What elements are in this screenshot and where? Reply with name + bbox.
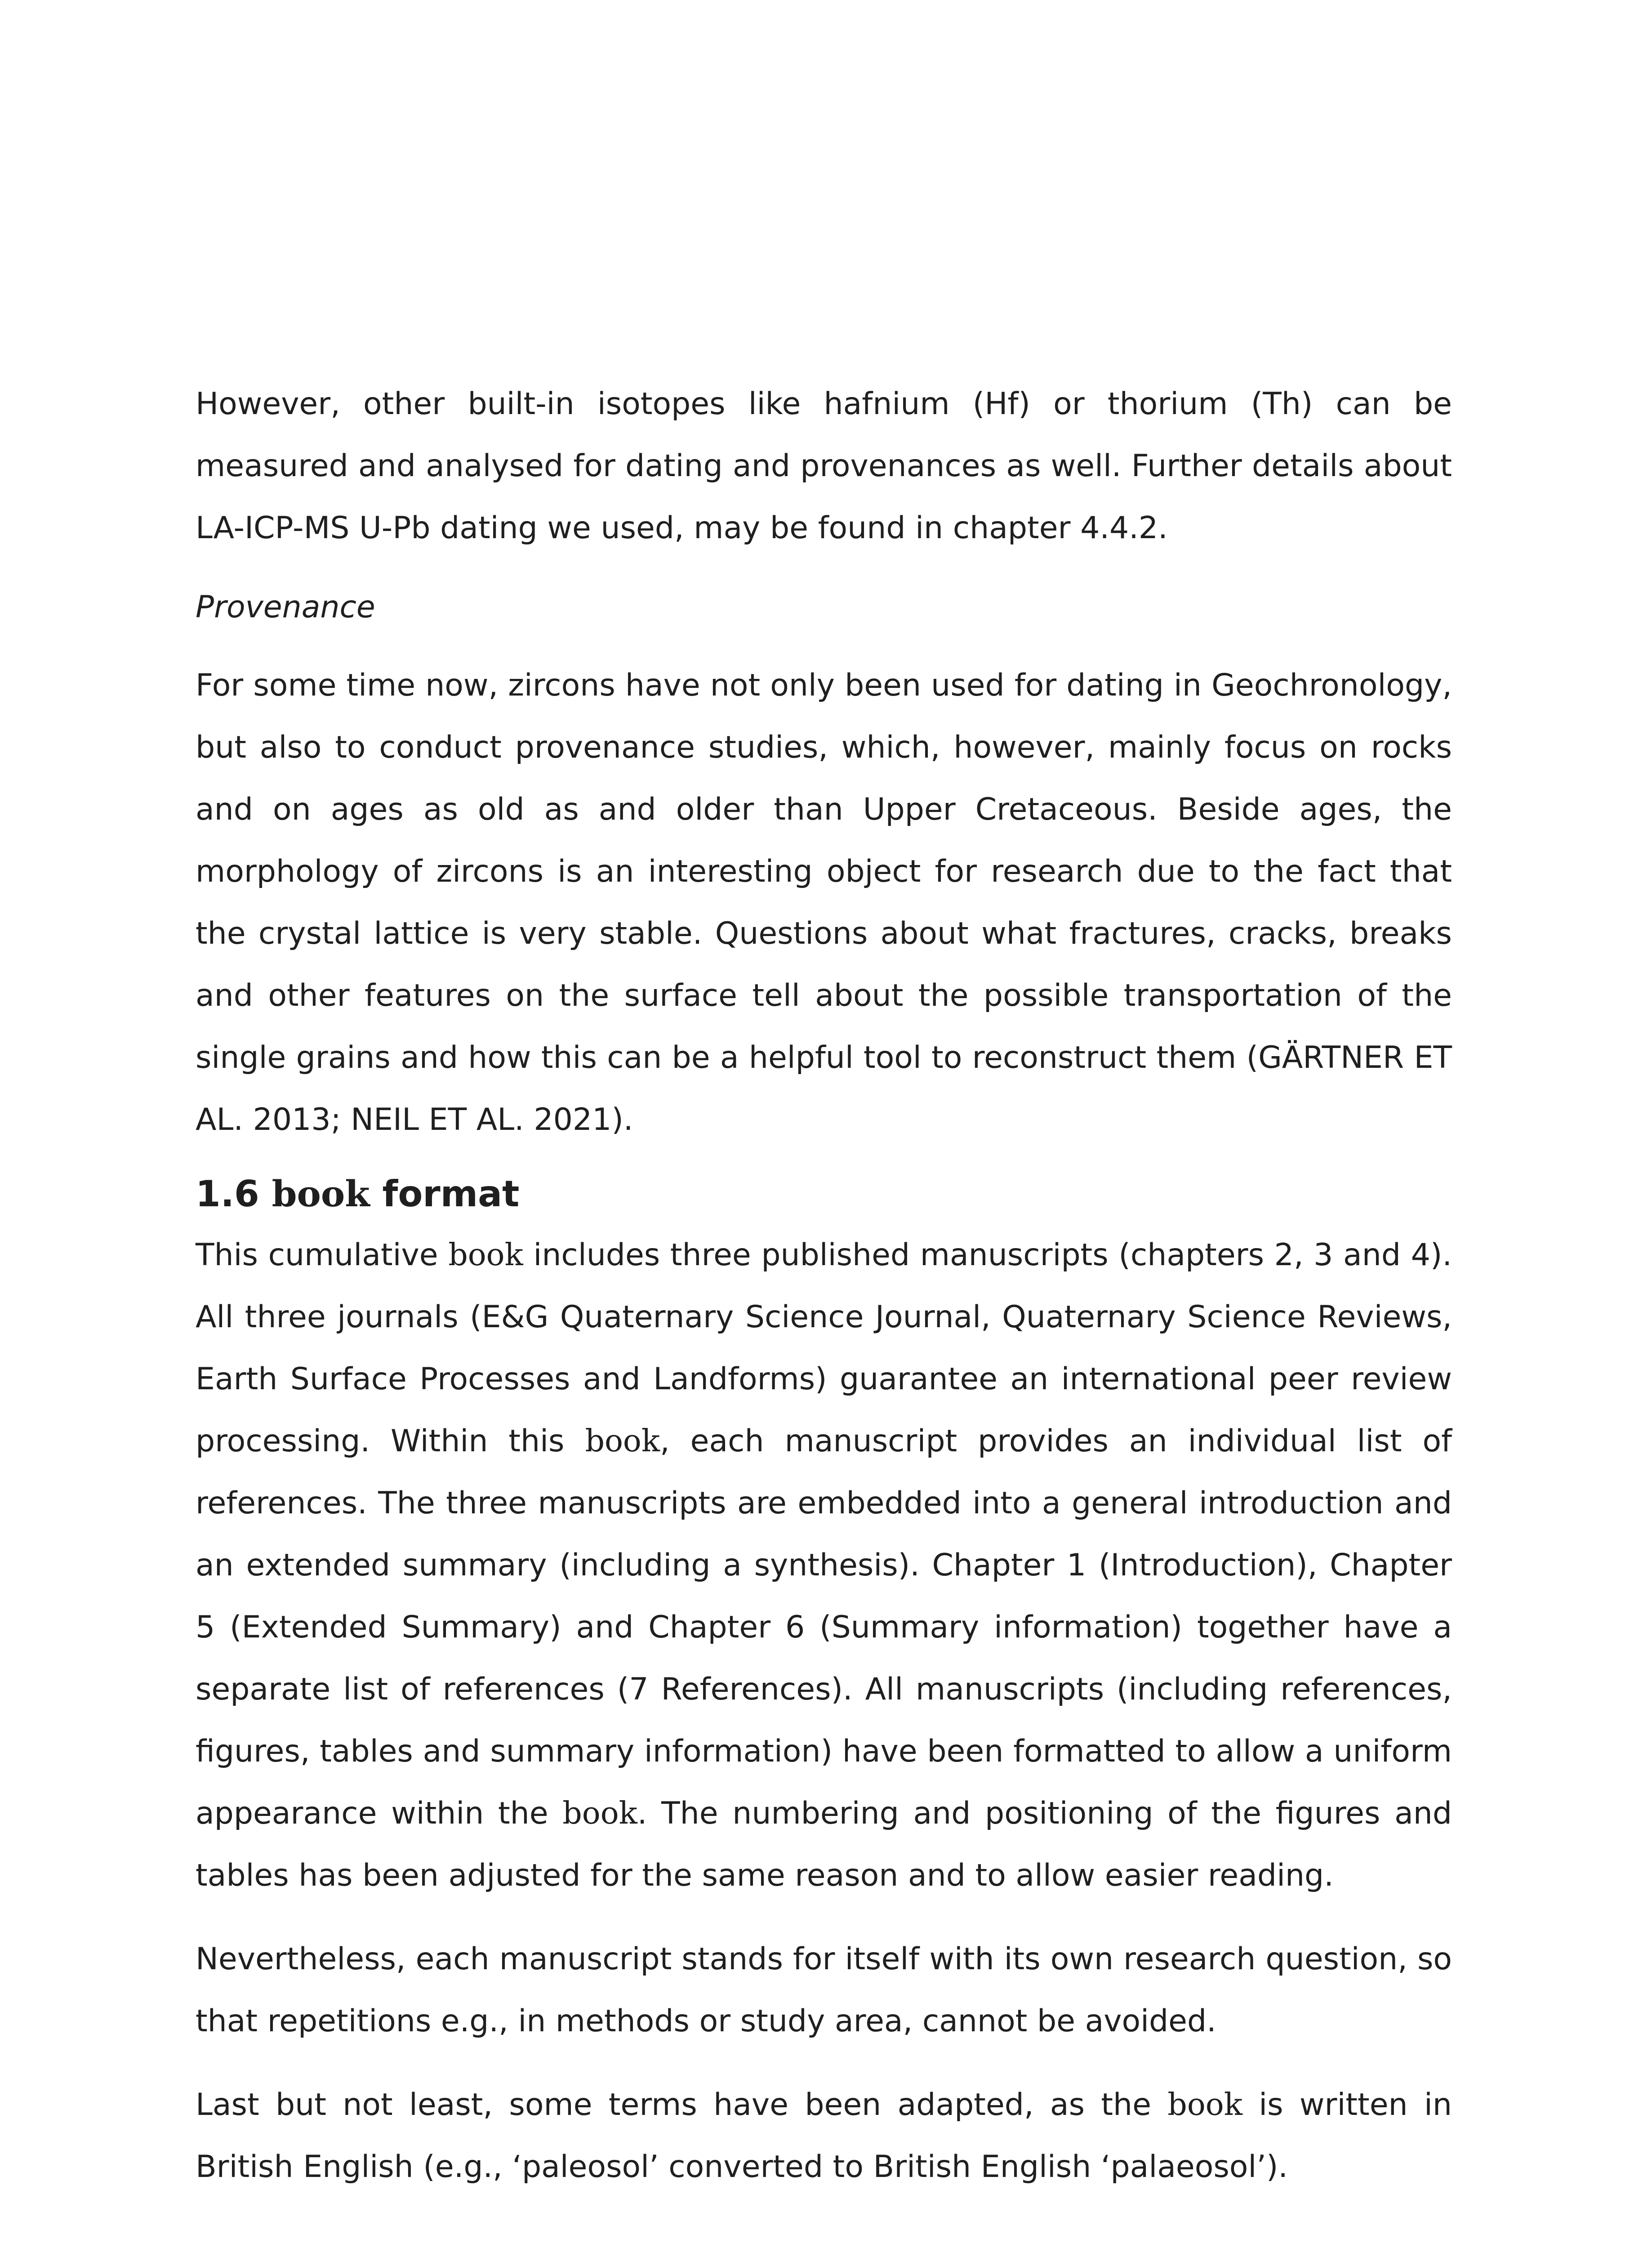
- paragraph-nevertheless: Nevertheless, each manuscript stands for itself with its own research question, so that repetitions e.g., in methods or study area, cannot be avoided.: [196, 1941, 1452, 2039]
- paragraph-british-english: [196, 2074, 1452, 2198]
- section-number: 1.6: [196, 1173, 259, 1215]
- text-segment: , each manuscript provides an individual list of references. The three manuscripts are embedded into a general introduction and an extended summary (including a synthesis). Chapter 1 (Introduction), Chapter 5 (Extended Summary) and Chapter 6 (Summary information) together have a separate list of references (7 References). All manuscripts (including references, figures, tables and summary information) have been formatted to allow a uniform appearance within the: [196, 1423, 1452, 1831]
- text-segment: is written in British English (e.g., ‘paleosol’ converted to British English ‘palaeosol’).: [196, 2087, 1452, 2185]
- paragraph-hafnium-thorium: However, other built-in isotopes like hafnium (Hf) or thorium (Th) can be measured and analysed for dating and provenances as well. Further details about LA-ICP-MS U-Pb dating we used, may be found in chapter 4.4.2.: [196, 386, 1452, 546]
- page-body: [196, 373, 1452, 2198]
- paragraph-provenance: For some time now, zircons have not only been used for dating in Geochronology, but also to conduct provenance studies, which, however, mainly focus on rocks and on ages as old as and older than Upper Cretaceous. Beside ages, the morphology of zircons is an interesting object for research due to the fact that the crystal lattice is very stable. Questions about what fractures, cracks, breaks and other features on the surface tell about the possible transportation of the single grains and how this can be a helpful tool to reconstruct them (GÄRTNER ET AL. 2013; NEIL ET AL. 2021).: [196, 668, 1452, 1137]
- text-segment: . The numbering and positioning of the figures and tables has been adjusted for the same reason and to allow easier reading.: [196, 1796, 1452, 1893]
- text-segment: This cumulative: [196, 1237, 449, 1273]
- subheading-provenance: Provenance: [196, 589, 375, 625]
- text-word-book: book: [585, 1423, 660, 1459]
- paragraph-book-format: [196, 1224, 1452, 1907]
- text-word-book: book: [562, 1796, 637, 1831]
- text-word-book: book: [448, 1237, 523, 1273]
- section-word-format: format: [382, 1173, 520, 1215]
- section-heading: [196, 1169, 1452, 1219]
- text-segment: includes three published manuscripts (chapters 2, 3 and 4). All three journals (E&G Quaternary Science Journal, Quaternary Science Reviews, Earth Surface Processes and Landforms) guarantee an international peer review processing. Within this: [196, 1237, 1452, 1459]
- section-word-book: book: [272, 1173, 370, 1215]
- text-word-book: book: [1167, 2087, 1242, 2123]
- text-segment: Last but not least, some terms have been adapted, as the: [196, 2087, 1168, 2123]
